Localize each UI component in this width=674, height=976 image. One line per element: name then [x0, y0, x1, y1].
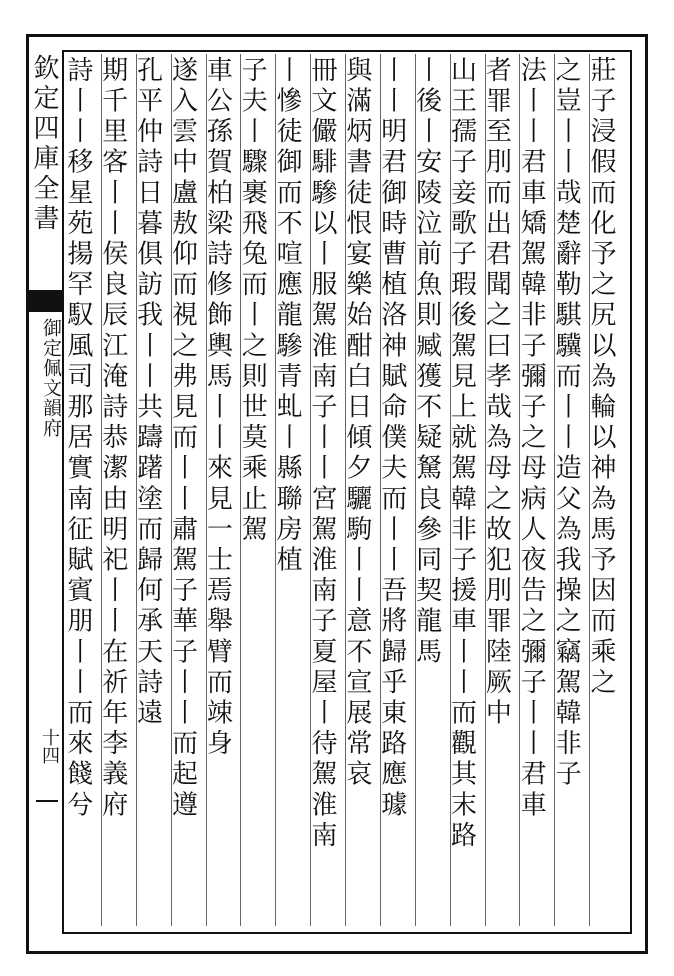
text-column-11: 子夫丨驟裹飛兔而丨之則世莫乘止駕	[240, 54, 275, 926]
text-column-7: 丨丨明君御時曹植洛神賦命僕夫而丨丨吾將歸乎東路應璩	[380, 54, 415, 926]
text-column-16: 詩丨丨移星苑揚罕馭風司那居實南征賦賓朋丨丨而來餞兮	[62, 56, 93, 821]
text-column-5: 山王孺子妾歌子瑕後駕見上就駕韓非子援車丨丨而觀其末路	[450, 54, 485, 926]
text-column-2: 之豈丨丨哉楚辭勒騏驥而丨丨造父為我操之竊駕韓非子	[554, 54, 589, 926]
text-column-15: 期千里客丨丨侯良辰江淹詩恭潔由明祀丨丨在祈年李義府	[101, 54, 136, 926]
text-column-3: 法丨丨君車矯駕韓非子彌子之母病人夜告之彌子丨丨君車	[519, 54, 554, 926]
text-column-4: 者罪至刖而出君聞之曰孝哉為母之故犯刖罪陸厥中	[485, 54, 520, 926]
text-column-10: 丨慘徒御而不喧應龍驂青虬丨縣聯房植	[275, 54, 310, 926]
edge-book-title: 欽定四庫全書	[29, 54, 59, 234]
text-column-13: 遂入雲中盧敖仰而視之弗見而丨丨肅駕子華子丨丨而起遵	[171, 54, 206, 926]
edge-work-title: 御定佩文韻府	[40, 318, 62, 438]
page-number: 十四	[39, 728, 60, 764]
text-column-6: 丨後丨安陵泣前魚則臧獲不疑駑良參同契龍馬	[415, 54, 450, 926]
text-columns	[62, 54, 624, 926]
text-column-12: 車公孫賀柏梁詩修飾輿馬丨丨來見一士焉舉臂而竦身	[206, 54, 241, 926]
text-column-14: 孔平仲詩日暮俱訪我丨丨共躊躇塗而歸何承天詩遠	[136, 54, 171, 926]
text-column-9: 冊文儼騑驂以丨服駕淮南子丨丨宮駕淮南子夏屋丨待駕淮南	[310, 54, 345, 926]
text-column-8: 與滿炳書徒恨宴樂始酣白日傾夕驪駒丨丨意不宣展常哀	[345, 54, 380, 926]
text-column-1: 莊子浸假而化予之尻以為輪以神為馬予因而乘之	[589, 54, 624, 926]
